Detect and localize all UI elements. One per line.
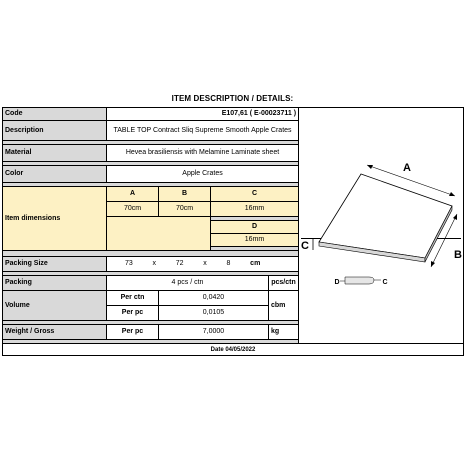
weight-label: Weight / Gross: [3, 325, 107, 340]
packing-size-label: Packing Size: [3, 257, 107, 272]
packing-width: 72: [175, 260, 184, 267]
code-label: Code: [3, 108, 107, 121]
volume-per-ctn-value: 0,0420: [159, 291, 269, 306]
dim-blank: [107, 217, 211, 251]
edge-profile: [345, 277, 374, 284]
packing-label: Packing: [3, 276, 107, 291]
label-a: A: [403, 162, 412, 174]
dim-header-a: A: [107, 187, 159, 202]
label-c-profile: C: [382, 279, 388, 286]
volume-per-pc-value: 0,0105: [159, 306, 269, 321]
packing-unit: pcs/ctn: [269, 276, 299, 291]
document-title: ITEM DESCRIPTION / DETAILS:: [171, 94, 294, 103]
packing-value: 4 pcs / ctn: [107, 276, 269, 291]
dim-header-c: C: [211, 187, 299, 202]
arrow-b-bottom: [431, 261, 435, 267]
code-value: E107,61 ( E-00023711 ): [107, 108, 299, 121]
weight-unit: kg: [269, 325, 299, 340]
volume-per-ctn-label: Per ctn: [107, 291, 159, 306]
packing-size-unit: cm: [250, 260, 261, 267]
packing-x1: x: [152, 260, 157, 267]
packing-length: 73: [125, 260, 133, 267]
label-d-profile: D: [334, 279, 340, 286]
material-value: Hevea brasiliensis with Melamine Laminate sheet: [107, 145, 299, 162]
drawing-panel: [299, 108, 464, 344]
volume-per-pc-label: Per pc: [107, 306, 159, 321]
label-c: C: [301, 240, 310, 252]
packing-x2: x: [203, 260, 207, 267]
volume-label: Volume: [3, 291, 107, 321]
dim-header-d: D: [211, 221, 299, 234]
description-value: TABLE TOP Contract Sliq Supreme Smooth Apple Crates: [107, 121, 299, 141]
packing-height: 8: [226, 260, 231, 267]
spec-table: [2, 107, 464, 356]
color-label: Color: [3, 166, 107, 183]
material-label: Material: [3, 145, 107, 162]
arrow-b-top: [453, 214, 457, 220]
weight-value: 7,0000: [159, 325, 269, 340]
dim-header-b: B: [159, 187, 211, 202]
label-b: B: [454, 249, 463, 261]
dim-value-b: 70cm: [159, 202, 211, 217]
color-value: Apple Crates: [107, 166, 299, 183]
volume-unit: cbm: [269, 291, 299, 321]
footer-date: Date 04/05/2022: [3, 344, 464, 356]
description-label: Description: [3, 121, 107, 141]
item-dimensions-label: Item dimensions: [3, 187, 107, 251]
table-top-drawing: [299, 134, 464, 334]
weight-per-pc-label: Per pc: [107, 325, 159, 340]
packing-size-value: [107, 257, 299, 272]
dim-value-d: 16mm: [211, 234, 299, 247]
dim-value-c: 16mm: [211, 202, 299, 217]
dim-value-a: 70cm: [107, 202, 159, 217]
